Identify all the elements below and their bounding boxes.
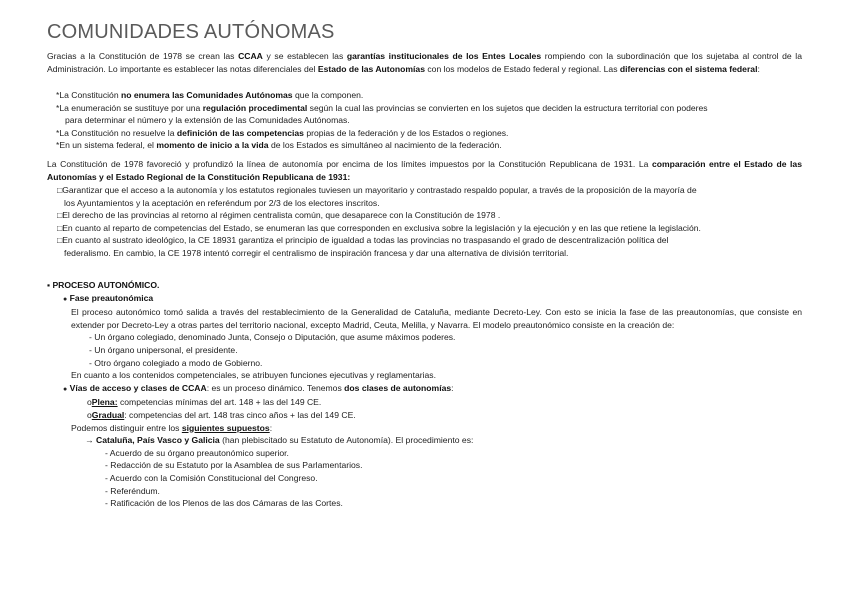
list-item: *La Constitución no resuelve la definición de las competencias propias de la federación y de los Estados o regiones. (56, 127, 509, 138)
intro-text-3: rompiendo con la subordinación que los sujetaba al control de la Administración. Lo importante es establecer las notas diferenciales del (47, 51, 802, 74)
square-bullet-icon: □ (57, 210, 63, 221)
list-item: *En un sistema federal, el momento de inicio a la vida de los Estados es simultáneo al nacimiento de la federación. (56, 140, 502, 151)
dash-icon: - (105, 460, 108, 471)
section-heading: ▪ PROCESO AUTONÓMICO. (47, 280, 160, 290)
intro-text-5: : (757, 63, 760, 74)
proceso-section (47, 279, 802, 510)
intro-bold-diferencias: diferencias con el sistema federal (619, 63, 758, 74)
intro-text-4: con los modelos de Estado federal y regional. Las (424, 63, 620, 74)
list-item: - Redacción de su Estatuto por la Asamblea de sus Parlamentarios. (105, 460, 363, 471)
list-item: - Un órgano colegiado, denominado Junta, Consejo o Diputación, que asume máximos poderes. (89, 332, 456, 343)
dash-icon: - (89, 357, 92, 368)
subsection-heading: ● Vías de acceso y clases de CCAA: es un proceso dinámico. Tenemos dos clases de autonomías: (63, 382, 454, 393)
list-item: oPlena: competencias mínimas del art. 148 + las del 149 CE. (87, 397, 322, 408)
list-item: → Cataluña, País Vasco y Galicia (han plebiscitado su Estatuto de Autonomía). El procedimiento es: (85, 435, 474, 446)
bullet-icon: ● (63, 385, 68, 393)
list-item-continuation: federalismo. En cambio, la CE 1978 intentó corregir el centralismo de inspiración francesa y dar una alternativa de división territorial. (64, 247, 569, 258)
asterisk-icon: * (56, 127, 60, 138)
list-item: - Otro órgano colegiado a modo de Gobierno. (89, 357, 263, 368)
asterisk-icon: * (56, 140, 60, 151)
list-item: - Acuerdo con la Comisión Constitucional del Congreso. (105, 472, 318, 483)
fase-paragraph: El proceso autonómico tomó salida a través del restablecimiento de la Generalidad de Cataluña, mediante Decreto-Ley. Con esto se inicia la fase de las preautonomías, que consiste en extender por Decreto-Ley a otras partes del territorio nacional, excepto Madrid, Ceuta, Melilla, y Navarra. El modelo preautonómico consiste en la creación de: (71, 307, 802, 330)
intro-bold-ccaa: CCAA (238, 51, 263, 61)
list-item: - Un órgano unipersonal, el presidente. (89, 344, 238, 355)
dash-icon: - (105, 485, 108, 496)
intro-bold-estado: Estado de las Autonomías (317, 63, 425, 74)
list-item: - Referéndum. (105, 485, 160, 496)
intro-text-1: Gracias a la Constitución de 1978 se crean las (47, 51, 239, 61)
list-item: *La enumeración se sustituye por una regulación procedimental según la cual las provincias se convierten en los sujetos que deciden la estructura territorial con poderes (56, 102, 708, 113)
comparison-paragraph: La Constitución de 1978 favoreció y profundizó la línea de autonomía por encima de los límites impuestos por la Constitución Republicana de 1931. La comparación entre el Estado de las Autonomías y el Estado Regional de la Constitución Republicana de 1931: (47, 159, 802, 182)
dash-icon: - (105, 472, 108, 483)
dash-icon: - (89, 344, 92, 355)
dash-icon: - (105, 498, 108, 509)
list-item: oGradual: competencias del art. 148 tras cinco años + las del 149 CE. (87, 409, 356, 420)
list-item-continuation: para determinar el número y la extensión de las Comunidades Autónomas. (65, 115, 350, 126)
arrow-right-icon: → (85, 435, 94, 446)
supuestos-line: Podemos distinguir entre los siguientes supuestos: (71, 422, 273, 433)
bullet-icon: ● (63, 295, 68, 303)
dash-icon: - (89, 332, 92, 343)
comparison-bold: comparación entre el Estado de las Autonomías y el Estado Regional de la Constitución Republicana de 1931: (47, 159, 802, 182)
list-item: *La Constitución no enumera las Comunidades Autónomas que la componen. (56, 90, 364, 100)
asterisk-icon: * (56, 90, 60, 100)
square-bullet-icon: □ (57, 222, 63, 233)
differences-list (47, 89, 802, 152)
list-item: □En cuanto al reparto de competencias del Estado, se enumeran las que corresponden en exclusiva sobre la legislación y la ejecución y en las que retiene la legislación. (57, 222, 701, 233)
list-item-continuation: los Ayuntamientos y la aceptación en referéndum por 2/3 de los electores inscritos. (64, 197, 380, 208)
page-title: COMUNIDADES AUTÓNOMAS (47, 21, 335, 43)
competencias-line: En cuanto a los contenidos competenciales, se atribuyen funciones ejecutivas y reglamentarias. (71, 370, 436, 381)
square-bullet-icon: □ (57, 235, 63, 246)
circle-bullet-icon: o (87, 397, 92, 408)
list-item: □Garantizar que el acceso a la autonomía y los estatutos regionales tuviesen un mayoritario y contrastado respaldo popular, a través de la proposición de la mayoría de (57, 185, 697, 195)
square-bullet-icon: □ (57, 185, 63, 195)
list-item: - Acuerdo de su órgano preautonómico superior. (105, 447, 289, 458)
intro-paragraph (47, 50, 802, 75)
list-item: - Ratificación de los Plenos de las dos Cámaras de las Cortes. (105, 498, 343, 509)
intro-text-2: y se establecen las (262, 51, 347, 61)
comparison-list (47, 184, 802, 260)
intro-bold-garantias: garantías institucionales de los Entes Locales (346, 51, 542, 61)
circle-bullet-icon: o (87, 409, 92, 420)
list-item: □El derecho de las provincias al retorno al régimen centralista común, que desaparece con la Constitución de 1978 . (57, 210, 501, 221)
small-square-bullet-icon: ▪ (47, 280, 51, 290)
asterisk-icon: * (56, 102, 60, 113)
dash-icon: - (105, 447, 108, 458)
subsection-heading: ● Fase preautonómica (63, 292, 154, 303)
list-item: □En cuanto al sustrato ideológico, la CE 18931 garantiza el principio de igualdad a todas las provincias no traspasando el grado de descentralización política del (57, 235, 669, 246)
